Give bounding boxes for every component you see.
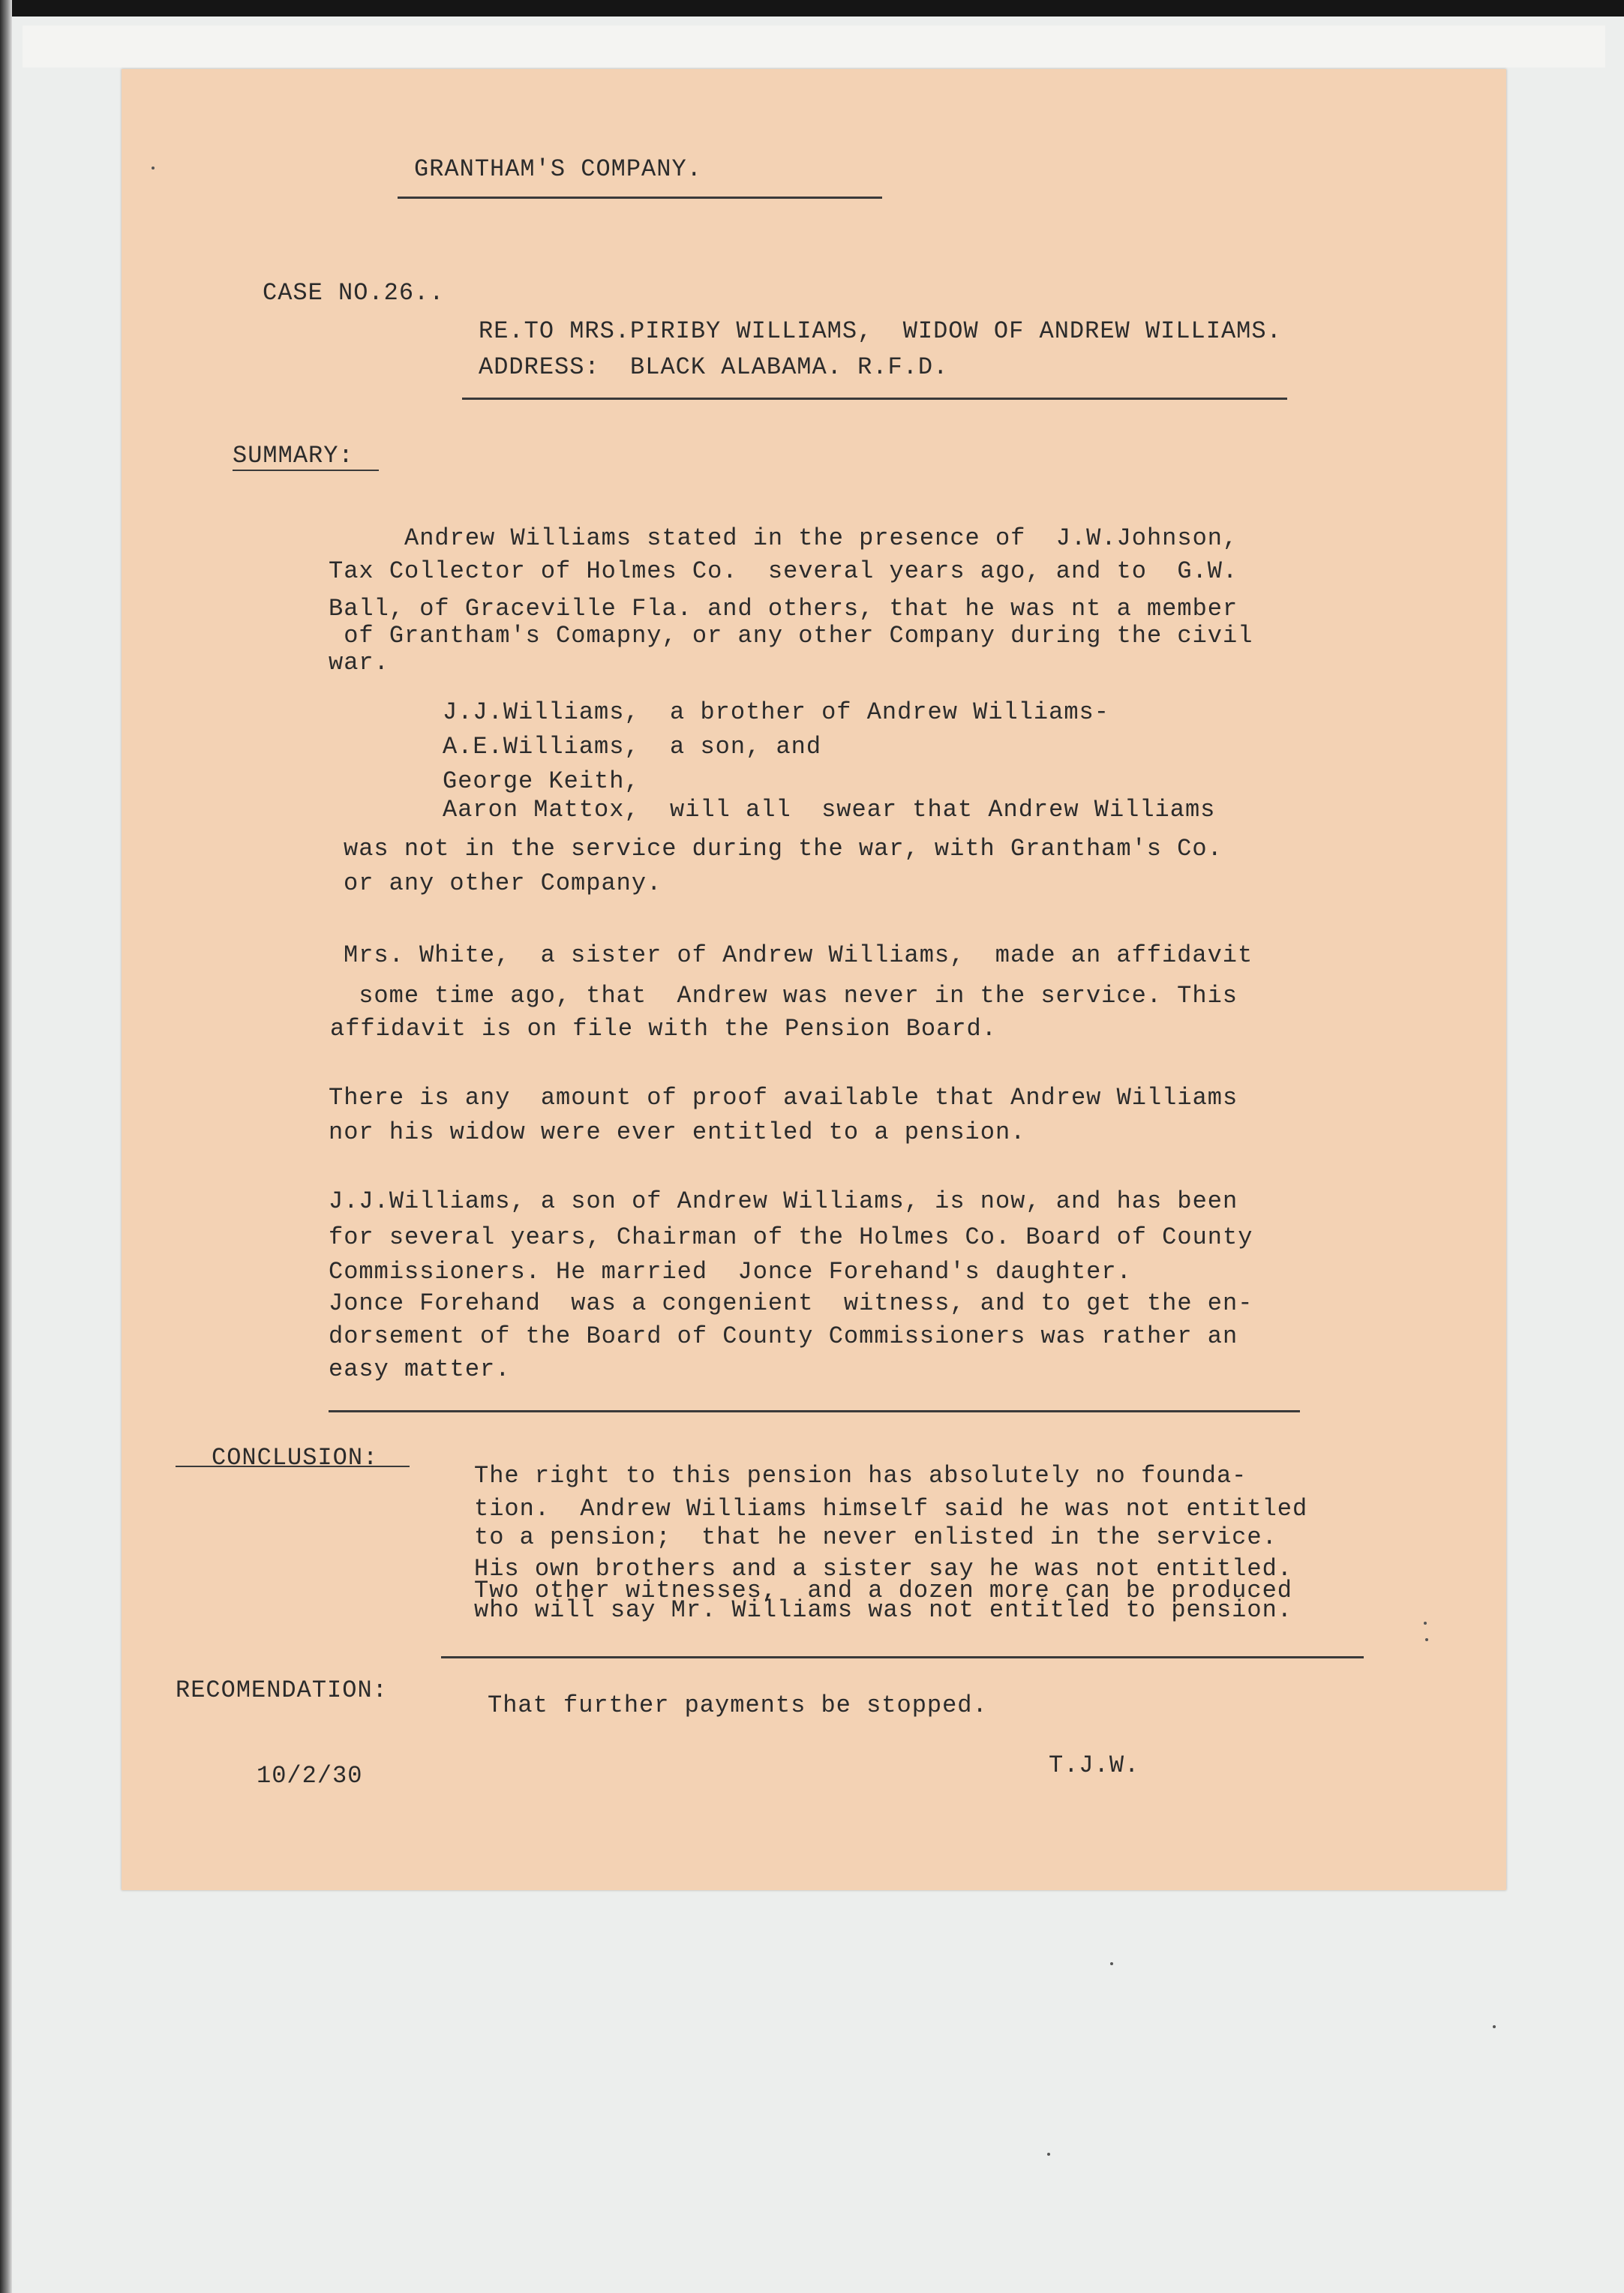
- scan-speck: [1110, 1962, 1113, 1965]
- text-line: some time ago, that Andrew was never in the service. This: [344, 982, 1238, 1010]
- text-line: easy matter.: [329, 1355, 511, 1383]
- text-line: Andrew Williams stated in the presence of J.W.Johnson,: [329, 524, 1238, 552]
- text-line: war.: [329, 649, 389, 677]
- text-line: Commissioners. He married Jonce Forehand's daughter.: [329, 1258, 1132, 1286]
- text-line: affidavit is on file with the Pension Board.: [330, 1015, 997, 1043]
- text-line: of Grantham's Comapny, or any other Company during the civil: [329, 622, 1253, 650]
- author-initials: T.J.W.: [1049, 1751, 1140, 1779]
- text-line: His own brothers and a sister say he was not entitled.: [474, 1555, 1292, 1583]
- text-line: Two other witnesses, and a dozen more can be produced: [474, 1577, 1292, 1604]
- summary-end-rule: [329, 1410, 1300, 1412]
- text-line: who will say Mr. Williams was not entitled to pension.: [474, 1596, 1292, 1624]
- paper-speck: [1424, 1622, 1427, 1625]
- document-heading: GRANTHAM'S COMPANY.: [414, 155, 702, 183]
- scan-paper-edge: [23, 26, 1605, 68]
- conclusion-end-rule: [441, 1656, 1364, 1658]
- heading-underline: [398, 197, 882, 199]
- witness-line: George Keith,: [443, 767, 640, 795]
- text-line: Jonce Forehand was a congenient witness, and to get the en-: [329, 1289, 1253, 1317]
- header-rule: [462, 398, 1287, 400]
- text-line: Tax Collector of Holmes Co. several years ago, and to G.W.: [329, 557, 1238, 585]
- text-line: Ball, of Graceville Fla. and others, that he was nt a member: [329, 595, 1238, 623]
- text-line: The right to this pension has absolutely no founda-: [474, 1462, 1247, 1490]
- witness-line: A.E.Williams, a son, and: [443, 733, 822, 761]
- text-line: to a pension; that he never enlisted in the service.: [474, 1523, 1277, 1551]
- witness-line: J.J.Williams, a brother of Andrew Williams-: [443, 698, 1109, 726]
- text-line: J.J.Williams, a son of Andrew Williams, is now, and has been: [329, 1187, 1238, 1215]
- witness-line: Aaron Mattox, will all swear that Andrew Williams: [443, 796, 1216, 824]
- document-date: 10/2/30: [257, 1762, 363, 1790]
- text-line: nor his widow were ever entitled to a pension.: [329, 1118, 1026, 1146]
- scan-speck: [1047, 2153, 1050, 2156]
- scan-top-border: [0, 0, 1624, 17]
- scan-speck: [1493, 2025, 1496, 2028]
- text-line: was not in the service during the war, with Grantham's Co.: [344, 835, 1223, 863]
- case-number: CASE NO.26..: [263, 279, 445, 307]
- text-line: Mrs. White, a sister of Andrew Williams, made an affidavit: [344, 941, 1253, 969]
- scan-speck: [1425, 1638, 1428, 1641]
- summary-underline: [233, 470, 379, 471]
- text-line: tion. Andrew Williams himself said he was not entitled: [474, 1495, 1308, 1523]
- document-page: [122, 69, 1506, 1890]
- recommendation-text: That further payments be stopped.: [488, 1691, 988, 1719]
- conclusion-underline: [176, 1466, 410, 1467]
- conclusion-label: CONCLUSION:: [212, 1444, 379, 1472]
- recommendation-label: RECOMENDATION:: [176, 1676, 388, 1704]
- re-line: RE.TO MRS.PIRIBY WILLIAMS, WIDOW OF ANDREW WILLIAMS.: [479, 317, 1282, 345]
- text-line: or any other Company.: [344, 869, 662, 897]
- scan-left-border: [0, 0, 12, 2293]
- text-line: dorsement of the Board of County Commissioners was rather an: [329, 1322, 1238, 1350]
- text-line: for several years, Chairman of the Holmes Co. Board of County: [329, 1223, 1253, 1251]
- paper-speck: [152, 167, 155, 170]
- text-line: There is any amount of proof available that Andrew Williams: [329, 1084, 1238, 1112]
- address-line: ADDRESS: BLACK ALABAMA. R.F.D.: [479, 353, 949, 381]
- summary-label: SUMMARY:: [233, 442, 354, 470]
